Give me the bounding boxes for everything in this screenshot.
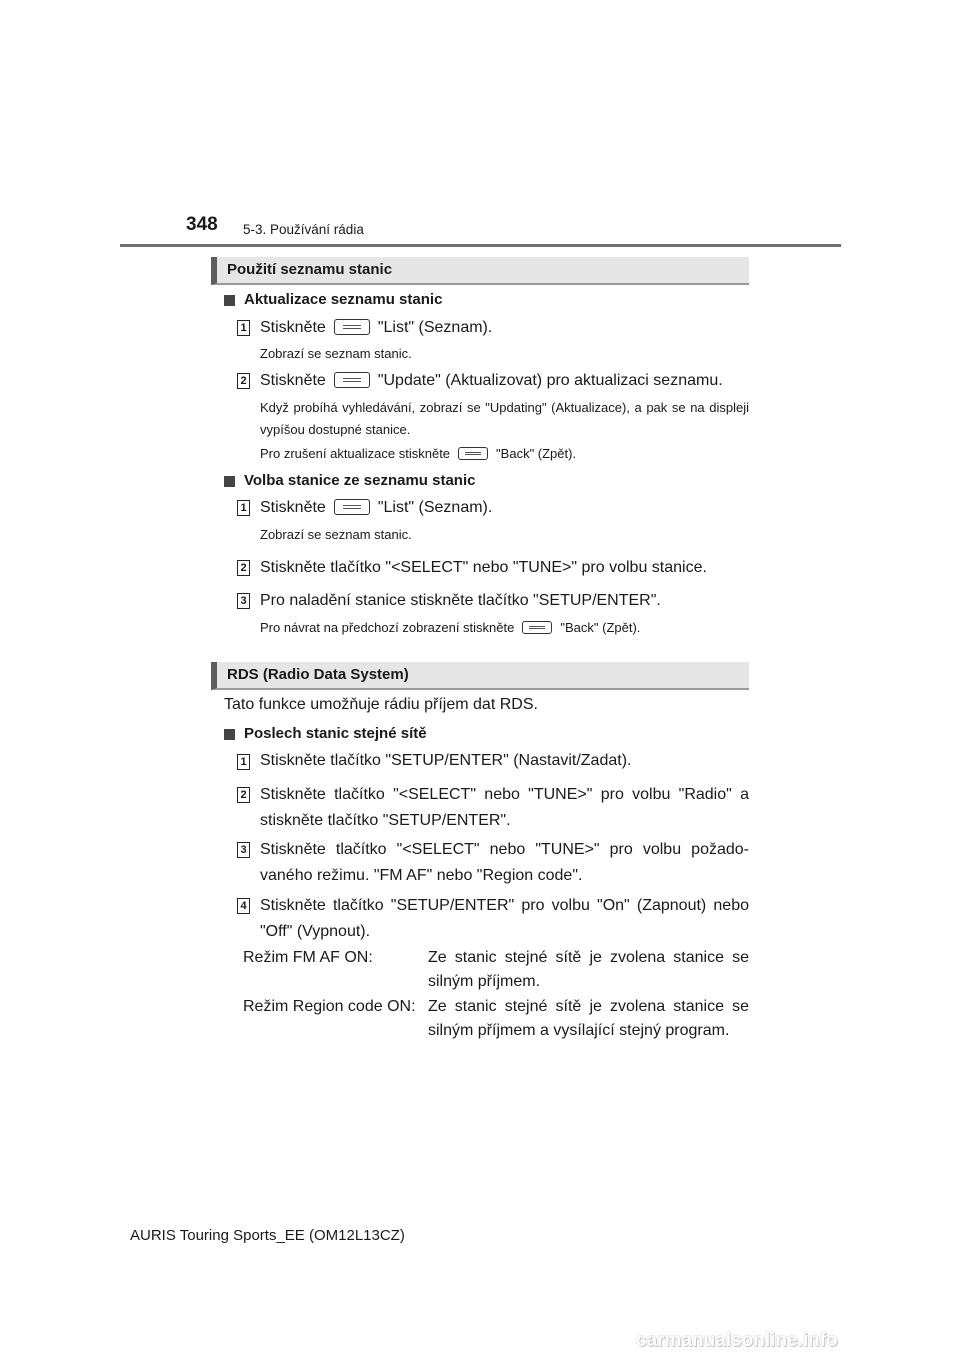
footer-model: AURIS Touring Sports_EE (OM12L13CZ) xyxy=(130,1227,405,1244)
square-bullet-icon xyxy=(224,729,235,740)
step-text xyxy=(260,315,492,341)
subheading-select-station xyxy=(224,471,475,491)
step-note-cancel xyxy=(260,443,576,465)
section-title-rds: RDS (Radio Data System) xyxy=(211,662,749,690)
note-text-post: "Back" (Zpět). xyxy=(560,620,641,635)
step-note-back xyxy=(260,617,640,639)
step-number: 2 xyxy=(237,560,250,576)
step-text-pre: Stiskněte xyxy=(260,372,326,389)
step-number: 3 xyxy=(237,593,250,609)
square-bullet-icon xyxy=(224,476,235,487)
subheading-text: Volba stanice ze seznamu stanic xyxy=(244,472,476,489)
step-number: 2 xyxy=(237,787,250,803)
section-title-station-list: Použití seznamu stanic xyxy=(211,257,749,285)
step-text-pre: Stiskněte xyxy=(260,499,326,516)
step-text xyxy=(260,368,723,394)
step-number: 1 xyxy=(237,754,250,770)
step-text-post: "Update" (Aktualizovat) pro aktualizaci seznamu. xyxy=(377,372,723,389)
step-text-post: "List" (Seznam). xyxy=(377,499,493,516)
header-divider xyxy=(120,244,841,247)
step-note: Když probíhá vyhledávání, zobrazí se "Updating" (Aktualizace), a pak se na displeji vypíšou dostupné stanice. xyxy=(260,400,749,437)
step-text xyxy=(260,495,492,521)
step-note: Zobrazí se seznam stanic. xyxy=(260,346,412,361)
step-number: 4 xyxy=(237,898,250,914)
subheading-same-network xyxy=(224,724,427,744)
step-number: 2 xyxy=(237,373,250,389)
mode-label: Režim Region code ON: xyxy=(243,998,416,1015)
subheading-update-list xyxy=(224,290,442,310)
step-text: Stiskněte tlačítko "<SELECT" nebo "TUNE>" pro volbu požado-vaného režimu. "FM AF" nebo "Region code". xyxy=(260,841,749,884)
step-number: 1 xyxy=(237,320,250,336)
section-intro: Tato funkce umožňuje rádiu příjem dat RDS. xyxy=(224,696,538,713)
step-note: Zobrazí se seznam stanic. xyxy=(260,527,412,542)
step-text: Stiskněte tlačítko "SETUP/ENTER" pro volbu "On" (Zapnout) nebo "Off" (Vypnout). xyxy=(260,897,749,940)
step-text: Pro naladění stanice stiskněte tlačítko "SETUP/ENTER". xyxy=(260,592,661,609)
step-text-pre: Stiskněte xyxy=(260,319,326,336)
subheading-text: Poslech stanic stejné sítě xyxy=(244,725,427,742)
note-text-post: "Back" (Zpět). xyxy=(496,446,577,461)
list-button-icon xyxy=(334,319,370,335)
step-number: 1 xyxy=(237,500,250,516)
section-header: 5-3. Používání rádia xyxy=(243,222,364,237)
note-text-pre: Pro návrat na předchozí zobrazení stiskněte xyxy=(260,620,515,635)
subheading-text: Aktualizace seznamu stanic xyxy=(244,291,443,308)
step-text: Stiskněte tlačítko "SETUP/ENTER" (Nastavit/Zadat). xyxy=(260,752,632,769)
step-text: Stiskněte tlačítko "<SELECT" nebo "TUNE>" pro volbu stanice. xyxy=(260,559,707,576)
back-button-icon xyxy=(458,447,488,460)
step-text-post: "List" (Seznam). xyxy=(377,319,493,336)
note-text-pre: Pro zrušení aktualizace stiskněte xyxy=(260,446,451,461)
step-number: 3 xyxy=(237,842,250,858)
back-button-icon xyxy=(522,621,552,634)
update-button-icon xyxy=(334,372,370,388)
page-number: 348 xyxy=(186,214,218,235)
step-text: Stiskněte tlačítko "<SELECT" nebo "TUNE>" pro volbu "Radio" a stiskněte tlačítko "SETUP/ENTER". xyxy=(260,786,749,829)
list-button-icon xyxy=(334,499,370,515)
mode-label: Režim FM AF ON: xyxy=(243,949,373,966)
watermark: carmanualsonline.info xyxy=(636,1330,838,1351)
mode-description: Ze stanic stejné sítě je zvolena stanice se silným příjmem a vysílající stejný program. xyxy=(428,998,749,1039)
mode-description: Ze stanic stejné sítě je zvolena stanice se silným příjmem. xyxy=(428,949,749,990)
square-bullet-icon xyxy=(224,295,235,306)
